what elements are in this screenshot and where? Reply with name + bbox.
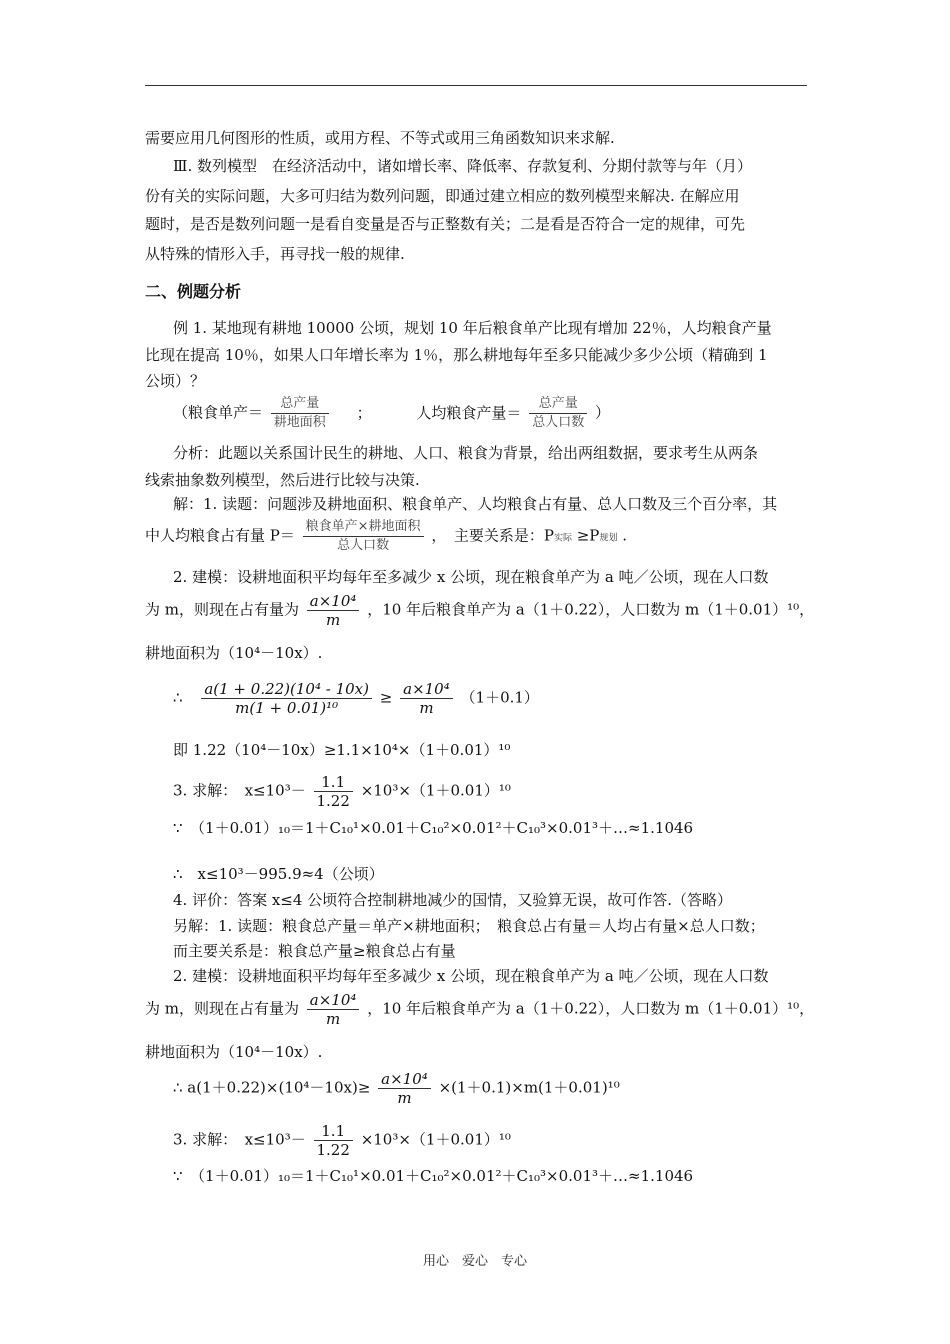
- evaluation-line: 4. 评价：答案 x≤4 公顷符合控制耕地减少的国情，又验算无误，故可作答.（答略）: [173, 891, 732, 909]
- solve-line: [173, 773, 511, 810]
- model-text: ，10 年后粮食单产为 a（1＋0.22），人口数为 m（1＋0.01）¹⁰，: [367, 999, 815, 1018]
- inequality-tail: （1＋0.1）: [460, 688, 539, 707]
- example-line: 例 1. 某地现有耕地 10000 公顷，规划 10 年后粮食单产比现有增加 22％，人均粮食产量: [173, 319, 772, 337]
- analysis-line: 分析：此题以关系国计民生的耕地、人口、粮食为背景，给出两组数据，要求考生从两条: [173, 444, 759, 462]
- because-line: ∵ （1＋0.01）₁₀＝1＋C₁₀¹×0.01＋C₁₀²×0.01²＋C₁₀³×0.01³＋…≈1.1046: [173, 819, 694, 837]
- fraction-numerator: 总产量: [271, 395, 329, 414]
- fraction-per-capita-share: [303, 518, 424, 555]
- fraction-denominator: m: [419, 699, 434, 717]
- para-line: 从特殊的情形入手，再寻找一般的规律.: [145, 245, 405, 263]
- fraction-denominator: 1.22: [316, 1141, 350, 1159]
- alt-solution-line: 另解：1. 读题：粮食总产量＝单产×耕地面积； 粮食总占有量＝人均占有量×总人口数；: [173, 917, 765, 935]
- model-text: 为 m，则现在占有量为: [145, 600, 299, 619]
- solution-line: [145, 518, 627, 555]
- model-line: 2. 建模：设耕地面积平均每年至多减少 x 公顷，现在粮食单产为 a 吨／公顷，现在人口数: [173, 967, 769, 985]
- example-line: 比现在提高 10％，如果人口年增长率为 1％，那么耕地每年至多只能减少多少公顷（精确到 1: [145, 346, 768, 364]
- inequality-line: [173, 1070, 620, 1107]
- fraction-denominator: m(1 + 0.01)¹⁰: [235, 699, 339, 717]
- def-mid: 人均粮食产量＝: [416, 403, 522, 422]
- example-line: 公顷）？: [145, 372, 206, 390]
- therefore-symbol: ∴: [173, 688, 183, 707]
- fraction-denominator: m: [325, 611, 341, 629]
- model-line: 耕地面积为（10⁴－10x）.: [145, 644, 323, 662]
- page-footer: 用心 爱心 专心: [422, 1254, 527, 1269]
- fraction-numerator: 1.1: [314, 773, 353, 792]
- fraction-ratio: [314, 773, 353, 810]
- def-open: （粮食单产＝: [173, 403, 264, 422]
- fraction-denominator: 总人口数: [337, 538, 390, 553]
- fraction-occupancy: [307, 991, 360, 1028]
- inequality-text: ×(1＋0.1)×m(1＋0.01)¹⁰: [438, 1078, 620, 1097]
- fraction-denominator: 耕地面积: [273, 415, 326, 430]
- model-line: [145, 592, 814, 629]
- model-line: [145, 991, 814, 1028]
- fraction-inequality-right: [400, 680, 453, 717]
- def-separator: ；: [356, 403, 372, 422]
- inequality-text: ∴ a(1＋0.22)×(10⁴－10x)≥: [173, 1078, 371, 1097]
- para-line: 份有关的实际问题，大多可归结为数列问题，即通过建立相应的数列模型来解决. 在解应用: [145, 187, 740, 205]
- fraction-inequality-left: [201, 680, 372, 717]
- header-rule: [145, 85, 807, 86]
- fraction-numerator: a×10⁴: [400, 680, 453, 699]
- model-text: 为 m，则现在占有量为: [145, 999, 299, 1018]
- fraction-numerator: 1.1: [314, 1122, 353, 1141]
- fraction-denominator: m: [325, 1010, 341, 1028]
- fraction-inequality-right: [378, 1070, 431, 1107]
- para-line: Ⅲ. 数列模型 在经济活动中，诸如增长率、降低率、存款复利、分期付款等与年（月）: [173, 157, 753, 175]
- fraction-yield: [271, 395, 329, 432]
- result-line: ∴ x≤10³－995.9≈4（公顷）: [173, 865, 384, 883]
- solution-text: .: [622, 526, 627, 545]
- fraction-numerator: 粮食单产×耕地面积: [303, 518, 424, 537]
- equation-line: 即 1.22（10⁴－10x）≥1.1×10⁴×（1＋0.01）¹⁰: [173, 741, 511, 759]
- fraction-numerator: a(1 + 0.22)(10⁴ - 10x): [201, 680, 372, 699]
- solution-text: 中人均粮食占有量 P＝: [145, 526, 295, 545]
- para-line: 题时，是否是数列问题一是看自变量是否与正整数有关；二是看是否符合一定的规律，可先: [145, 215, 746, 233]
- solve-text: ×10³×（1＋0.01）¹⁰: [360, 781, 511, 800]
- solution-text: ， 主要关系是：P: [431, 526, 554, 545]
- fraction-ratio: [314, 1122, 353, 1159]
- solution-line: 解：1. 读题：问题涉及耕地面积、粮食单产、人均粮食占有量、总人口数及三个百分率，其: [173, 495, 778, 513]
- solve-text: ×10³×（1＋0.01）¹⁰: [360, 1130, 511, 1149]
- fraction-numerator: a×10⁴: [378, 1070, 431, 1089]
- solve-text: 3. 求解： x≤10³－: [173, 781, 306, 800]
- solve-line: [173, 1122, 511, 1159]
- section-heading: 二、例题分析: [145, 282, 242, 301]
- fraction-per-capita: [529, 395, 587, 432]
- inequality-line: [173, 680, 539, 717]
- solution-text: ≥P: [576, 526, 600, 545]
- model-line: 耕地面积为（10⁴－10x）.: [145, 1043, 323, 1061]
- fraction-numerator: a×10⁴: [307, 592, 360, 611]
- solve-text: 3. 求解： x≤10³－: [173, 1130, 306, 1149]
- subscript: 实际: [553, 533, 572, 544]
- fraction-denominator: m: [397, 1089, 412, 1107]
- alt-solution-line: 而主要关系是：粮食总产量≥粮食总占有量: [173, 942, 456, 960]
- definition-line: [173, 395, 610, 432]
- para-line: 需要应用几何图形的性质，或用方程、不等式或用三角函数知识来求解.: [145, 129, 615, 147]
- subscript: 规划: [599, 533, 618, 544]
- fraction-occupancy: [307, 592, 360, 629]
- model-text: ，10 年后粮食单产为 a（1＋0.22），人口数为 m（1＋0.01）¹⁰，: [367, 600, 815, 619]
- fraction-numerator: a×10⁴: [307, 991, 360, 1010]
- def-close: ）: [594, 403, 610, 422]
- fraction-numerator: 总产量: [529, 395, 587, 414]
- ge-symbol: ≥: [379, 688, 393, 707]
- model-line: 2. 建模：设耕地面积平均每年至多减少 x 公顷，现在粮食单产为 a 吨／公顷，现在人口数: [173, 568, 769, 586]
- analysis-line: 线索抽象数列模型，然后进行比较与决策.: [145, 471, 420, 489]
- because-line: ∵ （1＋0.01）₁₀＝1＋C₁₀¹×0.01＋C₁₀²×0.01²＋C₁₀³×0.01³＋…≈1.1046: [173, 1167, 694, 1185]
- fraction-denominator: 1.22: [316, 792, 350, 810]
- fraction-denominator: 总人口数: [532, 415, 585, 430]
